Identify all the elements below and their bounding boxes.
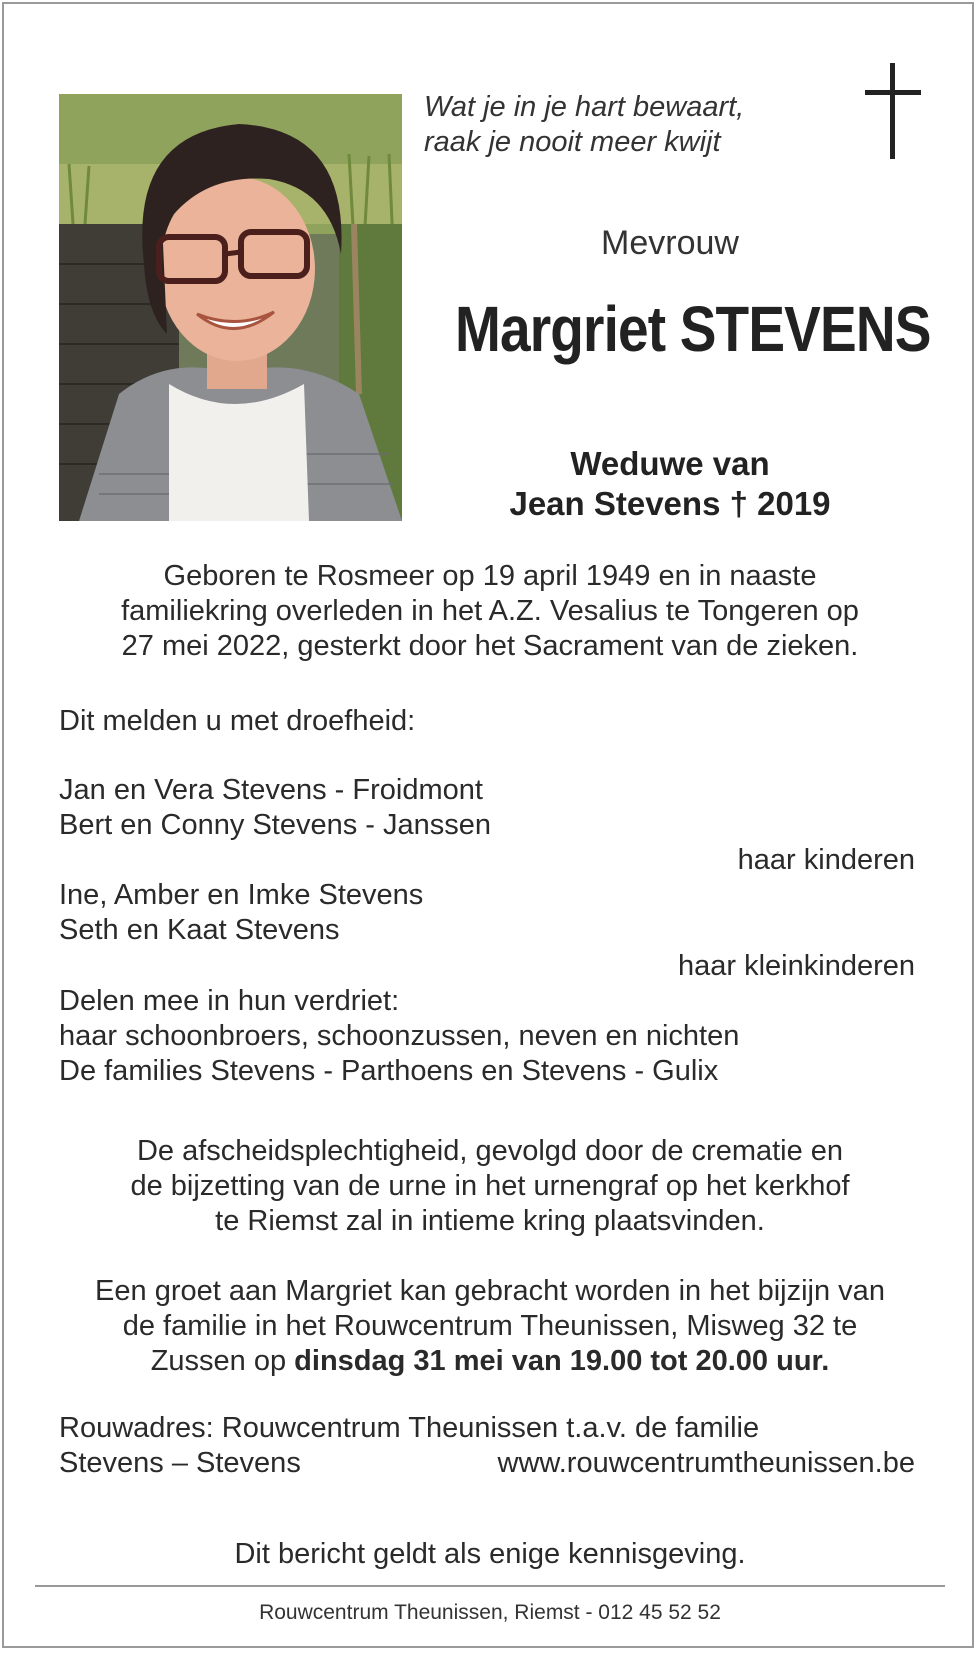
visit-text — [40, 1274, 940, 1379]
motto-line-1: Wat je in je hart bewaart, — [424, 91, 745, 123]
footer-text: Rouwcentrum Theunissen, Riemst - 012 45 52 52 — [259, 1601, 721, 1624]
share-line-2: haar schoonbroers, schoonzussen, neven en nichten — [59, 1020, 740, 1052]
grandchildren-label: haar kleinkinderen — [678, 950, 915, 982]
ceremony-text — [40, 1134, 940, 1239]
child-name: Bert en Conny Stevens - Janssen — [59, 809, 492, 841]
share-text — [59, 984, 739, 1089]
grandchild-name: Seth en Kaat Stevens — [59, 914, 340, 946]
birth-death-line-1: Geboren te Rosmeer op 19 april 1949 en in naaste — [163, 560, 817, 592]
birth-death-text — [40, 559, 940, 664]
child-name: Jan en Vera Stevens - Froidmont — [59, 774, 483, 806]
visit-line-1: Een groet aan Margriet kan gebracht worden in het bijzijn van — [95, 1275, 885, 1307]
grandchild-name: Ine, Amber en Imke Stevens — [59, 879, 424, 911]
grandchildren-list — [59, 878, 423, 948]
birth-death-line-3: 27 mei 2022, gesterkt door het Sacrament van de zieken. — [121, 630, 859, 662]
children-list — [59, 773, 491, 843]
address-line-2: Stevens – Stevens — [59, 1447, 301, 1479]
motto-quote — [424, 90, 744, 160]
cross-icon — [865, 63, 921, 159]
spouse-line-1: Weduwe van — [570, 445, 770, 482]
visit-line-2: de familie in het Rouwcentrum Theunissen, Misweg 32 te — [122, 1310, 858, 1342]
footer-divider — [35, 1585, 945, 1587]
ceremony-line-1: De afscheidsplechtigheid, gevolgd door de crematie en — [136, 1135, 844, 1167]
notice-text: Dit bericht geldt als enige kennisgeving. — [234, 1538, 746, 1570]
website-link[interactable]: www.rouwcentrumtheunissen.be — [497, 1447, 915, 1479]
ceremony-line-2: de bijzetting van de urne in het urnengraf op het kerkhof — [130, 1170, 850, 1202]
children-label: haar kinderen — [737, 844, 915, 876]
ceremony-line-3: te Riemst zal in intieme kring plaatsvinden. — [215, 1205, 765, 1237]
spouse-line-2: Jean Stevens † 2019 — [509, 485, 831, 522]
spouse-info — [420, 444, 920, 524]
deceased-name: Margriet STEVENS — [455, 293, 931, 365]
address-line-1: Rouwadres: Rouwcentrum Theunissen t.a.v. de familie — [59, 1412, 760, 1444]
visit-line-3 — [40, 1344, 940, 1379]
visit-datetime: dinsdag 31 mei van 19.00 tot 20.00 uur. — [294, 1345, 830, 1377]
share-line-3: De families Stevens - Parthoens en Stevens - Gulix — [59, 1055, 719, 1087]
visit-line-3-plain: Zussen op — [150, 1345, 295, 1377]
motto-line-2: raak je nooit meer kwijt — [424, 126, 721, 158]
birth-death-line-2: familiekring overleden in het A.Z. Vesalius te Tongeren op — [121, 595, 859, 627]
portrait-photo — [59, 94, 402, 521]
announce-text: Dit melden u met droefheid: — [59, 705, 416, 737]
honorific: Mevrouw — [601, 224, 739, 262]
share-line-1: Delen mee in hun verdriet: — [59, 985, 400, 1017]
